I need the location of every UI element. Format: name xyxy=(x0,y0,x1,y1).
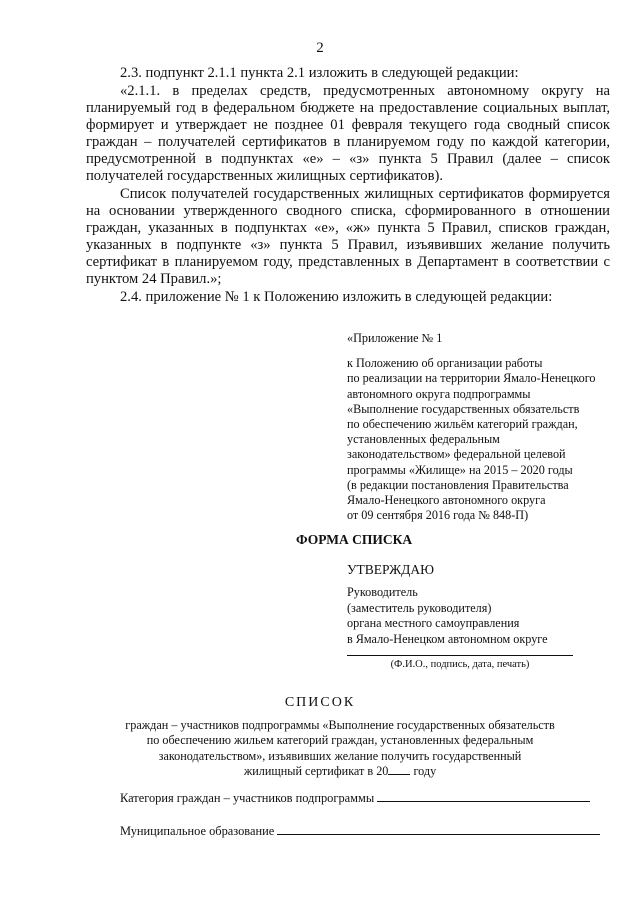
paragraph-2-4: 2.4. приложение № 1 к Положению изложить в следующей редакции: xyxy=(120,289,553,305)
list-description-line-last xyxy=(100,764,580,779)
category-label: Категория граждан – участников подпрограммы xyxy=(120,791,375,805)
body-text xyxy=(86,65,610,306)
appendix-line: по реализации на территории Ямало-Ненецкого xyxy=(347,371,596,386)
paragraph-recipients-list: Список получателей государственных жилищных сертификатов формируется на основании утвержденного сводного списка, сформированного в отношении граждан, указанных в подпунктах «е», «ж» пункта 5 Правил, списков граждан, указанных в подпункте «з» пункта 5 Правил, изъявивших желание получить сертификат в планируемом году, представленных в Департамент в соответствии с пунктом 24 Правил.»; xyxy=(86,186,610,287)
appendix-line: Ямало-Ненецкого автономного округа xyxy=(347,493,546,508)
category-field xyxy=(120,790,590,806)
approver-line: Руководитель xyxy=(347,585,418,599)
paragraph-2-1-1: «2.1.1. в пределах средств, предусмотренных автономному округу на планируемый год в федеральном бюджете на предоставление социальных выплат, формирует и утверждает не позднее 01 февраля текущего года сводный список граждан – получателей сертификатов в планируемом году по каждой категории, предусмотренной в подпунктах «е» – «з» пункта 5 Правил (далее – список получателей государственных жилищных сертификатов). xyxy=(86,83,610,184)
paragraph-2-3: 2.3. подпункт 2.1.1 пункта 2.1 изложить в следующей редакции: xyxy=(120,65,519,81)
appendix-line: по обеспечению жильём категорий граждан, xyxy=(347,417,578,432)
municipality-field xyxy=(120,823,600,839)
year-blank xyxy=(388,764,410,775)
category-blank xyxy=(377,790,590,802)
approve-label: УТВЕРЖДАЮ xyxy=(347,562,435,577)
list-description-line: граждан – участников подпрограммы «Выполнение государственных обязательств xyxy=(125,718,555,732)
signature-line xyxy=(347,655,573,656)
municipality-blank xyxy=(277,823,600,835)
appendix-header xyxy=(347,331,632,523)
list-description xyxy=(100,718,580,779)
appendix-line: к Положению об организации работы xyxy=(347,356,543,371)
certificate-year-prefix: жилищный сертификат в 20 xyxy=(243,763,389,778)
approver-line: (заместитель руководителя) xyxy=(347,600,492,615)
certificate-year-suffix: году xyxy=(413,763,437,778)
appendix-title: «Приложение № 1 xyxy=(347,331,443,345)
list-description-line: по обеспечению жильем категорий граждан, установленных федеральным xyxy=(146,733,534,748)
appendix-line: (в редакции постановления Правительства xyxy=(347,477,569,492)
appendix-line: установленных федеральным xyxy=(347,432,500,447)
approver-block xyxy=(347,585,548,647)
form-title: ФОРМА СПИСКА xyxy=(296,532,413,547)
appendix-line: законодательством» федеральной целевой xyxy=(347,447,566,462)
appendix-line: от 09 сентября 2016 года № 848-П) xyxy=(347,508,529,523)
approver-line: органа местного самоуправления xyxy=(347,616,520,630)
approver-line: в Ямало-Ненецком автономном округе xyxy=(347,631,548,646)
page-number: 2 xyxy=(316,40,324,56)
appendix-line: «Выполнение государственных обязательств xyxy=(347,401,580,416)
appendix-line: программы «Жилище» на 2015 – 2020 годы xyxy=(347,462,573,477)
signature-caption: (Ф.И.О., подпись, дата, печать) xyxy=(390,659,530,670)
list-title: СПИСОК xyxy=(284,695,356,710)
appendix-line: автономного округа подпрограммы xyxy=(347,386,531,401)
municipality-label: Муниципальное образование xyxy=(120,824,275,838)
list-description-line: законодательством», изъявивших желание получить государственный xyxy=(158,748,522,763)
